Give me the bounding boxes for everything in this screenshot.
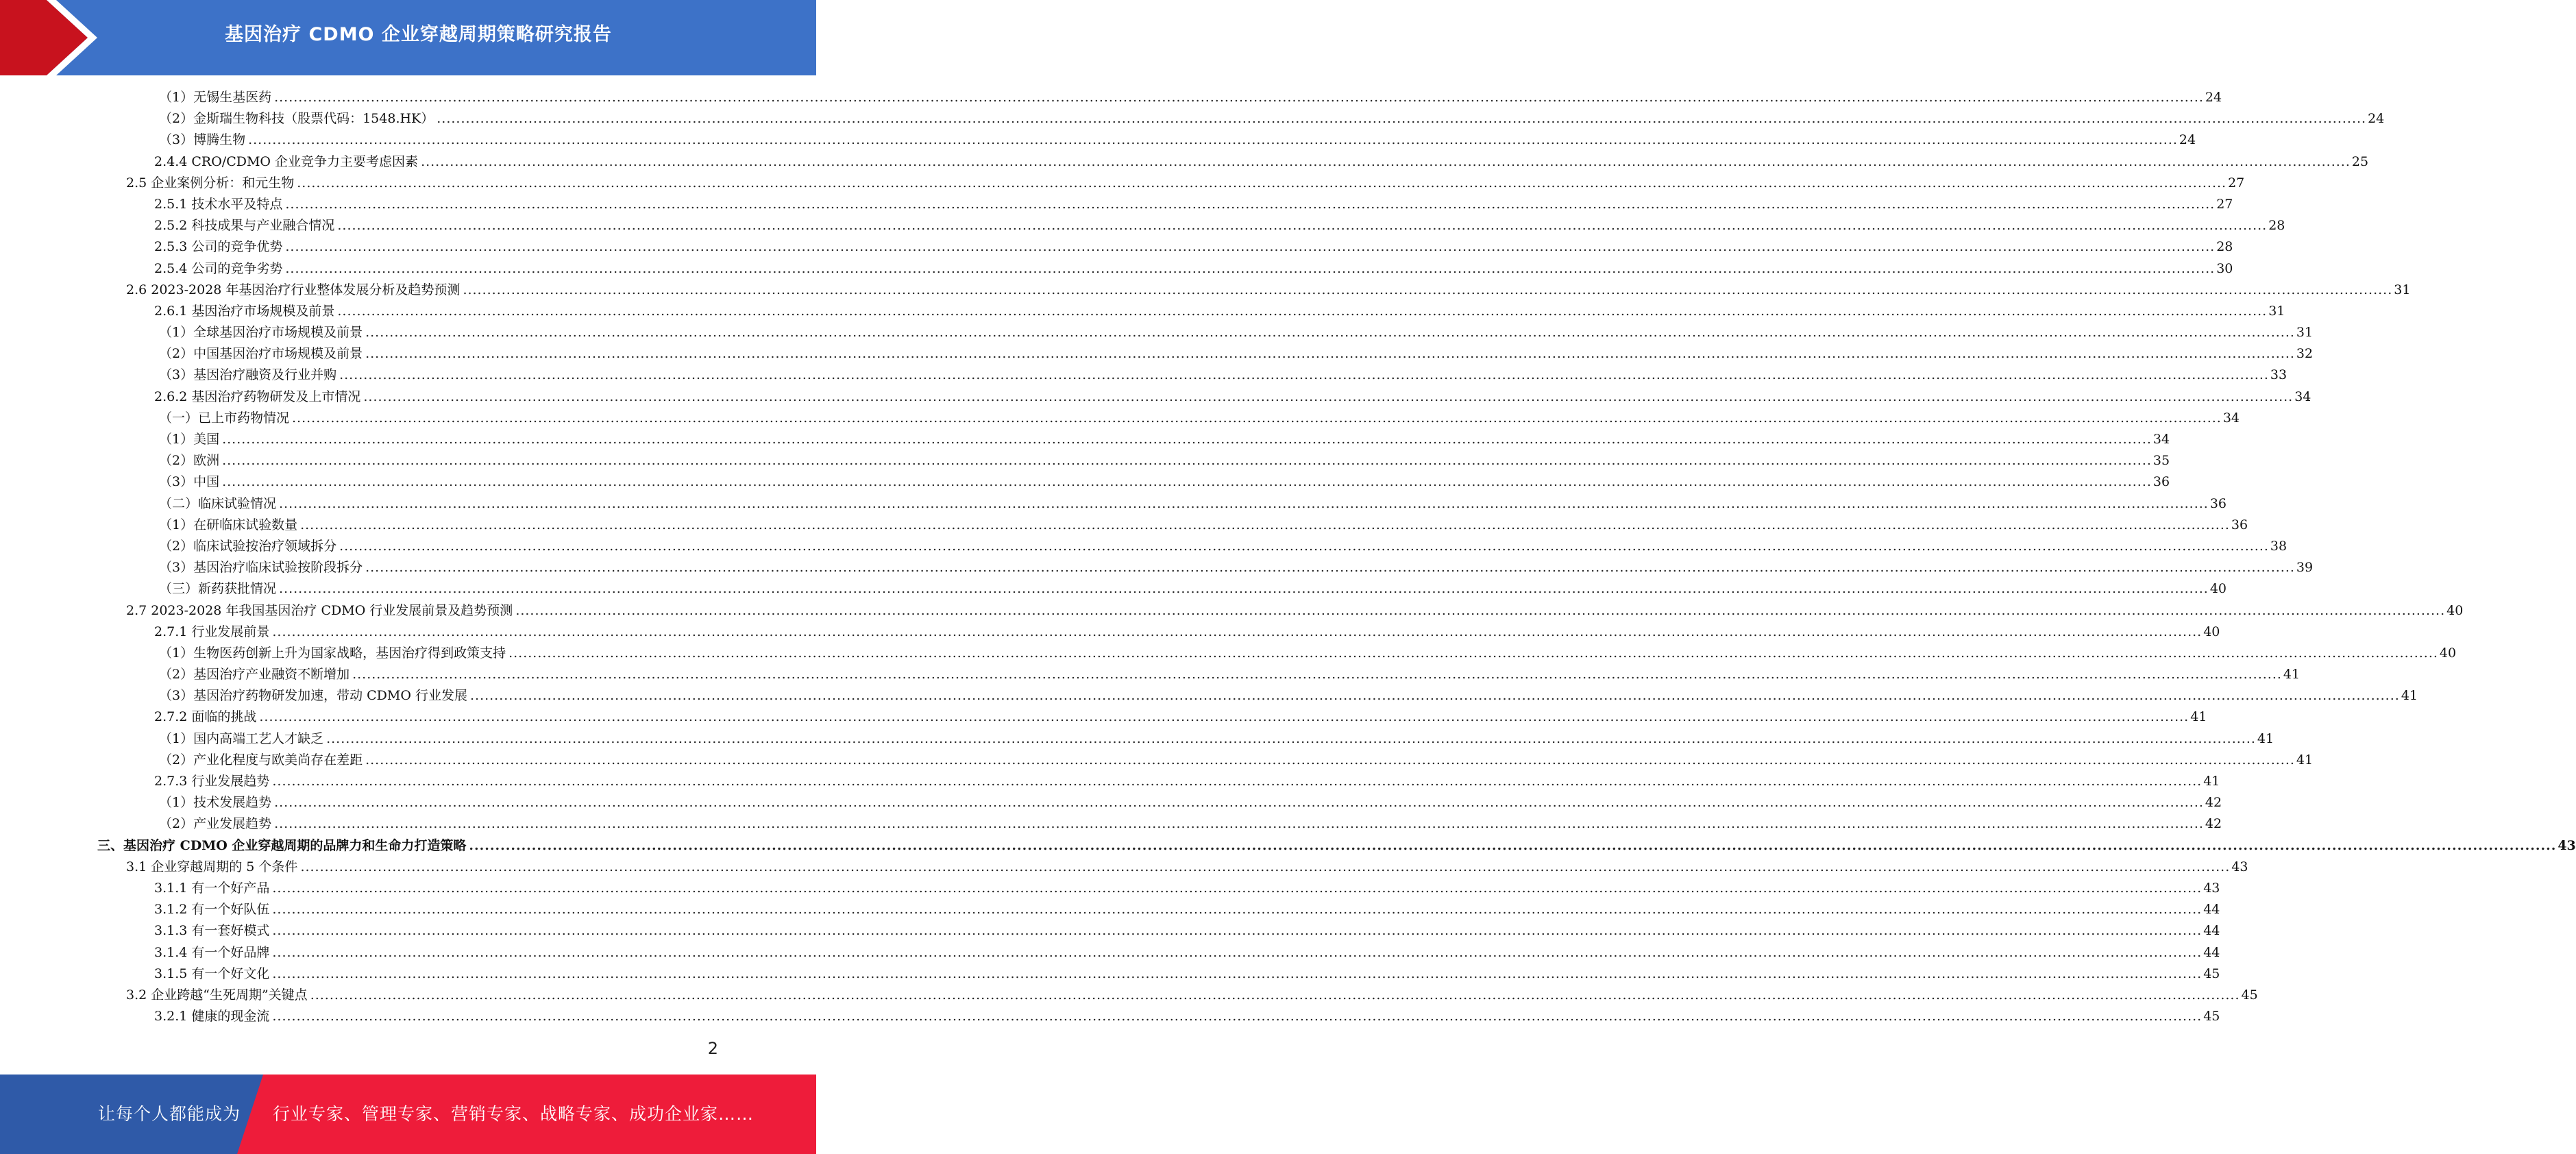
toc-entry-page: 31 [2296,325,2314,341]
toc-entry-label: 2.6 2023-2028 年基因治疗行业整体发展分析及趋势预测 [126,282,461,297]
toc-entry[interactable] [0,985,2258,1006]
toc-entry[interactable] [0,878,2220,899]
toc-entry[interactable] [0,215,2285,236]
toc-entry-page: 36 [2152,474,2170,490]
toc-dot-leader: ................................................................................................................................................................................................................................................................................................................................................................................................................ [469,688,2400,704]
toc-entry-label: （1）美国 [159,432,220,447]
toc-entry-page: 41 [2283,667,2301,683]
toc-entry-label: 3.1 企业穿越周期的 5 个条件 [126,859,298,874]
toc-dot-leader: ................................................................................................................................................................................................................................................................................................................................................................................................................ [337,303,2268,319]
toc-dot-leader: ................................................................................................................................................................................................................................................................................................................................................................................................................ [272,966,2203,981]
toc-entry-page: 45 [2203,1009,2220,1024]
toc-entry-label: （2）金斯瑞生物科技（股票代码：1548.HK） [159,111,434,127]
toc-entry-page: 41 [2190,709,2207,725]
page-header [0,0,816,75]
toc-entry-page: 41 [2401,688,2418,704]
toc-dot-leader: ................................................................................................................................................................................................................................................................................................................................................................................................................ [365,325,2295,341]
toc-entry-label: （1）生物医药创新上升为国家战略，基因治疗得到政策支持 [159,645,506,661]
toc-entry[interactable] [0,365,2287,386]
toc-entry[interactable] [0,685,2418,707]
toc-entry[interactable] [0,899,2220,920]
toc-dot-leader: ................................................................................................................................................................................................................................................................................................................................................................................................................ [272,880,2203,896]
toc-entry[interactable] [0,194,2233,215]
toc-entry-label: 2.6.2 基因治疗药物研发及上市情况 [154,389,361,404]
toc-entry[interactable] [0,471,2170,493]
toc-entry-label: 2.5 企业案例分析：和元生物 [126,175,295,191]
toc-entry-label: 2.5.3 公司的竞争优势 [154,239,283,255]
toc-entry-page: 43 [2231,859,2248,874]
toc-entry-label: （3）基因治疗药物研发加速，带动 CDMO 行业发展 [159,688,467,704]
toc-entry-page: 41 [2257,731,2274,746]
toc-dot-leader: ................................................................................................................................................................................................................................................................................................................................................................................................................ [285,196,2216,212]
toc-entry-label: （3）基因治疗临床试验按阶段拆分 [159,560,363,576]
toc-entry-label: （3）中国 [159,474,220,490]
table-of-contents [0,87,2576,1027]
toc-entry-label: （2）产业化程度与欧美尚存在差距 [159,752,363,768]
toc-dot-leader: ................................................................................................................................................................................................................................................................................................................................................................................................................ [463,282,2393,297]
toc-entry[interactable] [0,450,2170,471]
toc-dot-leader: ................................................................................................................................................................................................................................................................................................................................................................................................................ [515,602,2446,618]
footer-slogan-left: 让每个人都能成为 [98,1104,241,1124]
toc-entry-page: 41 [2296,752,2314,768]
toc-dot-leader: ................................................................................................................................................................................................................................................................................................................................................................................................................ [285,239,2216,255]
toc-entry-label: 2.7.3 行业发展趋势 [154,774,270,789]
toc-entry[interactable] [0,600,2464,622]
toc-entry[interactable] [0,1006,2220,1027]
toc-entry-page: 40 [2209,581,2227,597]
toc-entry[interactable] [0,643,2457,664]
toc-entry[interactable] [0,750,2314,771]
toc-entry[interactable] [0,622,2220,643]
toc-entry-label: 2.7 2023-2028 年我国基因治疗 CDMO 行业发展前景及趋势预测 [126,602,513,618]
toc-dot-leader: ................................................................................................................................................................................................................................................................................................................................................................................................................ [292,410,2222,426]
toc-entry[interactable] [0,792,2222,813]
toc-entry-label: 3.1.1 有一个好产品 [154,880,270,896]
toc-dot-leader: ................................................................................................................................................................................................................................................................................................................................................................................................................ [300,859,2231,874]
toc-entry[interactable] [0,771,2220,792]
toc-dot-leader: ................................................................................................................................................................................................................................................................................................................................................................................................................ [365,560,2295,576]
toc-entry-page: 42 [2205,816,2222,832]
toc-entry-label: （3）博腾生物 [159,132,246,148]
toc-entry[interactable] [0,173,2245,194]
toc-entry-page: 34 [2152,432,2170,447]
toc-entry-label: （2）临床试验按治疗领域拆分 [159,538,337,554]
toc-entry[interactable] [0,493,2227,515]
toc-entry[interactable] [0,557,2314,578]
toc-dot-leader: ................................................................................................................................................................................................................................................................................................................................................................................................................ [274,816,2204,832]
toc-entry[interactable] [0,578,2227,600]
toc-entry-label: （1）国内高端工艺人才缺乏 [159,731,324,746]
toc-dot-leader: ................................................................................................................................................................................................................................................................................................................................................................................................................ [272,944,2203,960]
toc-entry-label: （1）在研临床试验数量 [159,517,298,532]
toc-dot-leader: ................................................................................................................................................................................................................................................................................................................................................................................................................ [326,731,2256,746]
toc-entry-label: （3）基因治疗融资及行业并购 [159,367,337,383]
toc-entry[interactable] [0,87,2222,108]
toc-dot-leader: ................................................................................................................................................................................................................................................................................................................................................................................................................ [279,581,2209,597]
toc-entry[interactable] [0,942,2220,963]
toc-entry[interactable] [0,664,2301,685]
toc-entry-label: 3.1.5 有一个好文化 [154,966,270,981]
page-footer [0,1075,816,1154]
toc-entry-label: （1）全球基因治疗市场规模及前景 [159,325,363,341]
toc-entry-page: 34 [2294,389,2311,404]
toc-entry[interactable] [0,322,2314,343]
toc-dot-leader: ................................................................................................................................................................................................................................................................................................................................................................................................................ [272,1009,2203,1024]
toc-entry-page: 35 [2152,453,2170,469]
toc-entry[interactable] [0,835,2576,857]
toc-entry[interactable] [0,429,2170,450]
toc-dot-leader: ................................................................................................................................................................................................................................................................................................................................................................................................................ [310,987,2240,1003]
toc-entry-page: 38 [2270,538,2287,554]
toc-entry[interactable] [0,857,2248,878]
toc-entry-label: （2）产业发展趋势 [159,816,272,832]
toc-entry-page: 44 [2203,923,2220,939]
toc-dot-leader: ................................................................................................................................................................................................................................................................................................................................................................................................................ [272,923,2203,939]
toc-entry-page: 40 [2439,645,2457,661]
toc-dot-leader: ................................................................................................................................................................................................................................................................................................................................................................................................................ [365,752,2295,768]
page-number: 2 [707,1039,718,1058]
toc-entry-label: （1）技术发展趋势 [159,795,272,811]
toc-entry-label: （1）无锡生基医药 [159,90,272,105]
toc-entry-label: 3.2.1 健康的现金流 [154,1009,270,1024]
toc-entry-label: （一）已上市药物情况 [159,410,290,426]
toc-entry-label: 2.5.4 公司的竞争劣势 [154,260,283,276]
toc-entry[interactable] [0,386,2311,408]
toc-entry-label: 2.5.1 技术水平及特点 [154,196,283,212]
toc-entry[interactable] [0,108,2385,130]
toc-dot-leader: ................................................................................................................................................................................................................................................................................................................................................................................................................ [437,111,2367,127]
toc-entry-label: 3.1.4 有一个好品牌 [154,944,270,960]
toc-entry-page: 27 [2228,175,2245,191]
toc-entry-label: （2）欧洲 [159,453,220,469]
toc-entry-page: 24 [2205,90,2222,105]
toc-dot-leader: ................................................................................................................................................................................................................................................................................................................................................................................................................ [272,624,2203,639]
toc-entry-label: （2）基因治疗产业融资不断增加 [159,667,350,683]
toc-entry-page: 34 [2222,410,2240,426]
toc-dot-leader: ................................................................................................................................................................................................................................................................................................................................................................................................................ [259,709,2189,725]
toc-entry-page: 24 [2179,132,2196,148]
toc-entry-label: 2.7.2 面临的挑战 [154,709,257,725]
toc-entry[interactable] [0,343,2314,365]
toc-entry-label: （二）临床试验情况 [159,495,277,511]
toc-dot-leader: ................................................................................................................................................................................................................................................................................................................................................................................................................ [222,474,2152,490]
toc-entry-label: （三）新药获批情况 [159,581,277,597]
toc-entry-label: 3.1.3 有一套好模式 [154,923,270,939]
toc-entry-page: 25 [2351,154,2369,169]
toc-entry-page: 24 [2368,111,2385,127]
toc-entry-page: 42 [2205,795,2222,811]
toc-dot-leader: ................................................................................................................................................................................................................................................................................................................................................................................................................ [272,902,2203,918]
toc-entry-page: 31 [2268,303,2285,319]
toc-entry[interactable] [0,707,2207,728]
toc-entry-label: 2.5.2 科技成果与产业融合情况 [154,218,335,234]
toc-dot-leader: ................................................................................................................................................................................................................................................................................................................................................................................................................ [352,667,2282,683]
toc-dot-leader: ................................................................................................................................................................................................................................................................................................................................................................................................................ [339,367,2269,383]
toc-entry-page: 45 [2203,966,2220,981]
toc-dot-leader: ................................................................................................................................................................................................................................................................................................................................................................................................................ [300,517,2230,532]
toc-entry-page: 30 [2216,260,2233,276]
toc-dot-leader: ................................................................................................................................................................................................................................................................................................................................................................................................................ [285,260,2216,276]
toc-dot-leader: ................................................................................................................................................................................................................................................................................................................................................................................................................ [469,837,2557,853]
toc-dot-leader: ................................................................................................................................................................................................................................................................................................................................................................................................................ [274,795,2204,811]
toc-entry-page: 32 [2296,346,2314,362]
footer-slogan-right: 行业专家、管理专家、营销专家、战略专家、成功企业家…… [273,1104,755,1124]
toc-entry[interactable] [0,301,2285,322]
toc-entry-page: 44 [2203,902,2220,918]
toc-entry-label: 三、基因治疗 CDMO 企业穿越周期的品牌力和生命力打造策略 [97,837,467,853]
toc-entry-label: 2.6.1 基因治疗市场规模及前景 [154,303,335,319]
toc-entry-page: 45 [2241,987,2258,1003]
toc-dot-leader: ................................................................................................................................................................................................................................................................................................................................................................................................................ [337,218,2268,234]
toc-entry-page: 28 [2268,218,2285,234]
toc-dot-leader: ................................................................................................................................................................................................................................................................................................................................................................................................................ [363,389,2294,404]
toc-entry[interactable] [0,258,2233,280]
toc-entry-label: 2.7.1 行业发展前景 [154,624,270,639]
toc-entry-page: 40 [2203,624,2220,639]
toc-entry[interactable] [0,813,2222,835]
toc-entry-page: 39 [2296,560,2314,576]
toc-dot-leader: ................................................................................................................................................................................................................................................................................................................................................................................................................ [421,154,2351,169]
toc-entry-label: 3.2 企业跨越“生死周期”关键点 [126,987,308,1003]
toc-entry[interactable] [0,515,2248,536]
toc-dot-leader: ................................................................................................................................................................................................................................................................................................................................................................................................................ [248,132,2178,148]
toc-entry-label: （2）中国基因治疗市场规模及前景 [159,346,363,362]
toc-entry-label: 3.1.2 有一个好队伍 [154,902,270,918]
toc-entry[interactable] [0,408,2240,429]
toc-entry[interactable] [0,536,2287,557]
toc-entry[interactable] [0,728,2274,750]
toc-dot-leader: ................................................................................................................................................................................................................................................................................................................................................................................................................ [222,432,2152,447]
toc-entry-label: 2.4.4 CRO/CDMO 企业竞争力主要考虑因素 [154,154,419,169]
toc-entry-page: 28 [2216,239,2233,255]
header-title: 基因治疗 CDMO 企业穿越周期策略研究报告 [225,24,612,45]
toc-entry-page: 41 [2203,774,2220,789]
toc-entry[interactable] [0,280,2411,301]
toc-entry-page: 31 [2394,282,2411,297]
toc-entry-page: 43 [2203,880,2220,896]
toc-dot-leader: ................................................................................................................................................................................................................................................................................................................................................................................................................ [279,495,2209,511]
toc-dot-leader: ................................................................................................................................................................................................................................................................................................................................................................................................................ [222,453,2152,469]
toc-entry-page: 33 [2270,367,2287,383]
toc-entry-page: 43 [2557,837,2576,853]
toc-entry[interactable] [0,920,2220,942]
toc-entry[interactable] [0,236,2233,258]
toc-dot-leader: ................................................................................................................................................................................................................................................................................................................................................................................................................ [297,175,2227,191]
toc-dot-leader: ................................................................................................................................................................................................................................................................................................................................................................................................................ [508,645,2438,661]
toc-dot-leader: ................................................................................................................................................................................................................................................................................................................................................................................................................ [365,346,2295,362]
toc-entry-page: 44 [2203,944,2220,960]
toc-dot-leader: ................................................................................................................................................................................................................................................................................................................................................................................................................ [339,538,2269,554]
toc-entry-page: 36 [2231,517,2248,532]
toc-dot-leader: ................................................................................................................................................................................................................................................................................................................................................................................................................ [272,774,2203,789]
toc-entry[interactable] [0,130,2196,151]
toc-entry[interactable] [0,151,2369,173]
toc-entry-page: 27 [2216,196,2233,212]
toc-dot-leader: ................................................................................................................................................................................................................................................................................................................................................................................................................ [274,90,2204,105]
toc-entry-page: 36 [2209,495,2227,511]
toc-entry[interactable] [0,963,2220,985]
toc-entry-page: 40 [2446,602,2464,618]
